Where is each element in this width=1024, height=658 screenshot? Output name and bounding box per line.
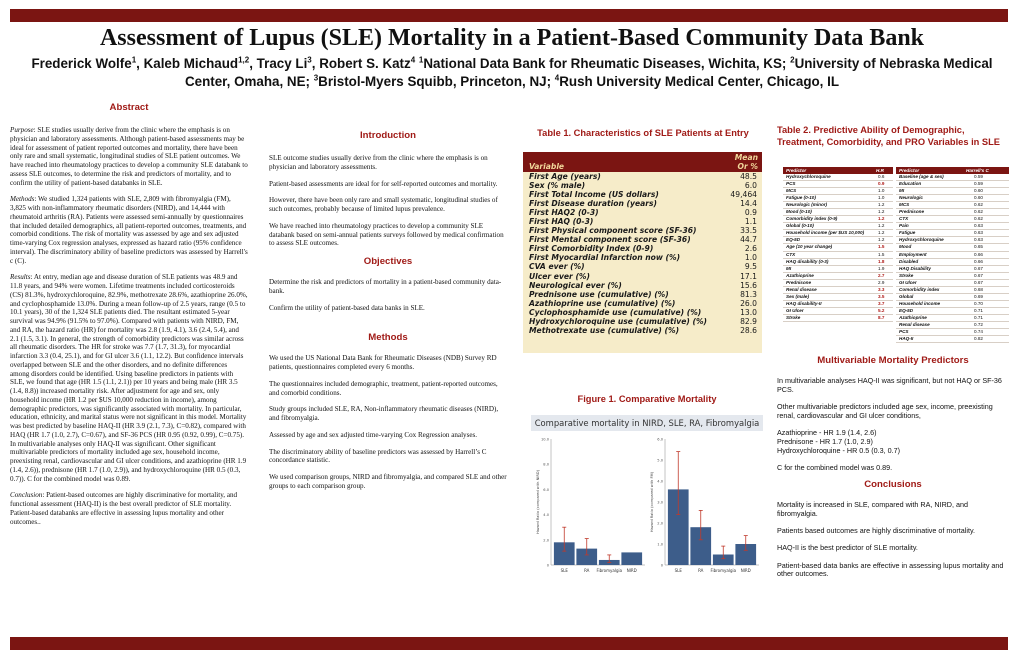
intro-paragraph: We have reached into rheumatology practices to develop a community SLE databank based on semi-annual patients surveys followed by medical confirmation to assess SLE outcomes.	[269, 221, 504, 248]
table-row	[896, 315, 1009, 322]
table2-hr-body	[783, 174, 893, 322]
multivariable-list	[777, 429, 1009, 455]
table-row	[896, 223, 1009, 230]
table1-variable: Hydroxychloroquine use (cumulative) (%)	[529, 316, 708, 326]
table2-hr	[783, 167, 893, 322]
methods-paragraph: The discriminatory ability of baseline predictors was assessed by Harrell’s C concordance statistic.	[269, 447, 487, 465]
multivariable-final: C for the combined model was 0.89.	[777, 463, 893, 473]
table1-variable: Methotrexate use (cumulative) (%)	[529, 325, 680, 335]
y-tick-label: 1.0	[657, 542, 663, 547]
table2-predictor: EQ-5D	[786, 237, 801, 243]
results-column	[777, 355, 1009, 588]
table2-predictor: MI	[786, 265, 792, 271]
table1-variable: First Physical component score (SF-36)	[529, 226, 697, 236]
table1-value: 15.6	[740, 280, 757, 290]
table1-value: 26.0	[740, 298, 757, 308]
table-row	[523, 308, 762, 317]
table2-value: 1.5	[878, 251, 885, 257]
table2-value: 0.63	[974, 230, 983, 236]
table2-value: 2.7	[878, 272, 885, 278]
table-row	[896, 287, 1009, 294]
table1-value: 82.9	[740, 316, 757, 326]
table-row	[783, 209, 893, 216]
y-tick-label: 6.0	[543, 487, 549, 492]
comparative-mortality-chart	[531, 415, 763, 583]
objective-paragraph: Determine the risk and predictors of mortality in a patient-based community data-bank.	[269, 278, 502, 295]
table-row	[896, 209, 1009, 216]
table1-characteristics	[523, 152, 762, 353]
table2-predictor: PCS	[899, 329, 909, 335]
table2-predictor: Comorbidity index	[899, 286, 940, 292]
y-axis-label: Hazard Ratio (compared with FM)	[650, 471, 654, 533]
table2-predictor: Azathioprine	[899, 314, 927, 320]
table-row	[896, 273, 1009, 280]
table-row	[523, 326, 762, 335]
table1-variable: First HAQ (0-3)	[529, 217, 594, 227]
table1-variable: Neurological ever (%)	[529, 280, 622, 290]
table-row	[896, 174, 1009, 181]
multivariable-paragraph: Other multivariable predictors included age sex, income, preexisting renal, cardiovascular and GI ulcer conditions,	[777, 402, 993, 420]
affiliation-1: $^1$National Data Bank for Rheumatic Diseases, Wichita, KS;	[418, 55, 787, 71]
table2-predictor: CTX	[786, 251, 796, 257]
abstract-body	[10, 126, 248, 526]
y-tick-label: 10.0	[540, 437, 549, 442]
table2-hr-header: Predictor H.R	[783, 167, 893, 174]
table-row	[896, 294, 1009, 301]
figure1-caption: Figure 1. Comparative Mortality	[577, 394, 717, 404]
table-row	[523, 290, 762, 299]
table-row	[783, 287, 893, 294]
table2-value: 0.6	[878, 174, 885, 179]
table2-predictor: Employment	[899, 251, 927, 257]
table-row	[523, 199, 762, 208]
table2-predictor: MCS	[786, 188, 797, 194]
table1-value: 49,464	[730, 190, 757, 200]
table-row	[523, 299, 762, 308]
table2-value: 8.7	[878, 314, 885, 320]
conclusion-paragraph: Patients based outcomes are highly discriminative of mortality.	[777, 525, 976, 535]
conclusions-body	[777, 501, 1009, 579]
table2-predictor: MCS	[899, 202, 910, 208]
table2-value: 0.63	[974, 223, 983, 229]
affiliation-3: $^3$Bristol-Myers Squibb, Princeton, NJ;	[313, 73, 552, 89]
list-item: Prednisone - HR 1.7 (1.0, 2.9)	[777, 436, 873, 446]
table2-value: 1.8	[878, 258, 885, 264]
table-row	[523, 181, 762, 190]
table2-value: 1.2	[878, 216, 885, 222]
table1-col-value: Mean Or %	[734, 153, 758, 171]
table1-value: 9.5	[744, 262, 757, 272]
table1-value: 6.0	[744, 181, 757, 191]
list-item: Hydroxychloroquine - HR 0.5 (0.3, 0.7)	[777, 445, 901, 455]
table1-value: 1.0	[744, 253, 757, 263]
multivariable-heading: Multivariable Mortality Predictors	[817, 355, 969, 366]
y-tick-label: 0	[546, 563, 549, 568]
y-tick-label: 0	[660, 563, 663, 568]
table-row	[523, 317, 762, 326]
table2-value: 1.0	[878, 195, 885, 201]
table2-predictor: HAQ disability-II	[786, 300, 822, 306]
table2-value: 0.70	[974, 300, 983, 306]
table2-value: 1.5	[878, 244, 885, 250]
table2-value: 0.62	[974, 202, 983, 208]
table2-value: 0.74	[974, 329, 983, 335]
table2-predictor: Renal disease	[786, 286, 817, 292]
table-row	[783, 259, 893, 266]
table-row	[783, 174, 893, 181]
intro-paragraph: Patient-based assessments are ideal for for self-reported outcomes and mortality.	[269, 179, 498, 188]
multivariable-body	[777, 377, 1009, 473]
table2-predictor: GI Ulcer	[786, 307, 804, 313]
figure1-panel	[531, 415, 763, 583]
table2-value: 0.60	[974, 188, 983, 194]
conclusions-heading: Conclusions	[864, 478, 922, 490]
objectives-heading: Objectives	[363, 256, 413, 267]
table-row	[523, 262, 762, 271]
methods-heading: Methods	[368, 332, 408, 344]
table-row	[783, 294, 893, 301]
table-row	[896, 329, 1009, 336]
table2-value: 0.67	[974, 279, 983, 285]
table-row	[523, 244, 762, 253]
table2-predictor: EQ-5D	[899, 307, 914, 313]
table-row	[783, 237, 893, 244]
table-row	[523, 272, 762, 281]
table-row	[523, 172, 762, 181]
table-row	[896, 308, 1009, 315]
table1-variable: First Age (years)	[529, 172, 601, 181]
table2-value: 0.59	[974, 174, 983, 179]
table1-value: 13.0	[740, 307, 757, 317]
table-row	[523, 208, 762, 217]
table-row	[523, 281, 762, 290]
table-row	[783, 223, 893, 230]
table1-value: 81.3	[740, 289, 757, 299]
table2-predictor: Prednisone	[786, 279, 812, 285]
table2-predictor: HAQ disability (0-3)	[786, 258, 829, 264]
table1-variable: Sex (% male)	[529, 181, 586, 191]
abstract-conclusion: Conclusion: Patient-based outcomes are highly discriminative for mortality, and functional assessment (HAQ-II) is the best overall predictor of SLE mortality. Patient-based databanks are effective in assessing lupus mortality and other outcomes..	[10, 491, 238, 526]
table2-value: 0.67	[974, 272, 983, 278]
table1-variable: CVA ever (%)	[529, 262, 585, 272]
table1-col-variable: Variable	[529, 162, 565, 171]
table2-predictor: Baseline (age & sex)	[899, 174, 944, 179]
table2-predictor: Age (10 year change)	[786, 244, 833, 250]
table2-value: 1.2	[878, 202, 885, 208]
y-tick-label: 5.0	[657, 458, 663, 463]
list-item: Azathioprine - HR 1.9 (1.4, 2.6)	[777, 428, 877, 438]
poster-title: Assessment of Lupus (SLE) Mortality in a Patient-Based Community Data Bank	[99, 25, 925, 51]
table2-predictor: Neurologic (minor)	[786, 202, 828, 208]
table1-variable: First HAQ2 (0-3)	[529, 208, 599, 218]
table2-predictor: Renal disease	[899, 321, 930, 327]
table-row	[783, 195, 893, 202]
x-tick-label: SLE	[674, 568, 682, 573]
table-row	[896, 259, 1009, 266]
x-tick-label: Fibromyalgia	[596, 568, 623, 573]
table1-value: 14.4	[740, 199, 757, 209]
table1-body	[523, 172, 762, 335]
table1-value: 44.7	[740, 235, 757, 245]
table2-caption: Table 2. Predictive Ability of Demographic, Treatment, Comorbidity, and PRO Variables in SLE	[777, 125, 1001, 147]
conclusion-paragraph: HAQ-II is the best predictor of SLE mortality.	[777, 543, 918, 553]
y-tick-label: 2.0	[657, 521, 663, 526]
table1-variable: Cyclophosphamide use (cumulative) (%)	[529, 307, 702, 317]
chart-title: Comparative mortality in NIRD, SLE, RA, Fibromyalgia	[534, 418, 760, 428]
table2-value: 3.7	[878, 300, 885, 306]
table2-predictor: Neurologic	[899, 195, 923, 201]
table-row	[783, 252, 893, 259]
table2-value: 2.9	[878, 279, 885, 285]
table-row	[783, 181, 893, 188]
table-row	[896, 202, 1009, 209]
table2-value: 0.65	[974, 244, 983, 250]
table2-predictor: Global (0-10)	[786, 223, 814, 229]
table2-harrell-header: Predictor Harrell's C	[896, 167, 1009, 174]
table2-predictor: Education	[899, 181, 922, 187]
intro-paragraph: However, there have been only rare and small systematic, longitudinal studies of such outcomes, probably because of limited lupus prevalence.	[269, 196, 498, 213]
conclusion-paragraph: Mortality is increased in SLE, compared with RA, NIRD, and fibromyalgia.	[777, 499, 968, 518]
y-tick-label: 6.0	[657, 437, 663, 442]
table2-predictor: GI Ulcer	[899, 279, 917, 285]
x-tick-label: RA	[698, 568, 704, 573]
table2-predictor: Prednisone	[899, 209, 925, 215]
table-row	[783, 308, 893, 315]
table2-harrell-body	[896, 174, 1009, 343]
table-row	[783, 230, 893, 237]
table2-value: 0.71	[974, 307, 983, 313]
table1-variable: Azathioprine use (cumulative) (%)	[529, 298, 676, 308]
table2-predictor: Mood (0-10)	[786, 209, 812, 215]
table2-predictor: Sex (male)	[786, 293, 809, 299]
table2-predictor: Household income	[899, 300, 941, 306]
table2-predictor: Stroke	[899, 272, 914, 278]
conclusion-paragraph: Patient-based data banks are effective in assessing lupus mortality and other outcomes.	[777, 560, 1004, 579]
table-row	[523, 253, 762, 262]
table1-value: 1.1	[744, 217, 757, 227]
table2-harrell	[896, 167, 1009, 343]
table-row	[896, 266, 1009, 273]
multivariable-paragraph: In multivariable analyses HAQ-II was significant, but not HAQ or SF-36 PCS.	[777, 376, 1002, 394]
table-row	[783, 188, 893, 195]
abstract-methods: Methods: We studied 1,324 patients with SLE, 2,809 with fibromyalgia (FM), 3,825 with non-inflammatory rheumatic disorders (NIRD), and 14,444 with rheumatoid arthritis (RA). Patients were assessed semi-annually by questionnaires that included detailed demographics, all patient-reported outcomes, treatments, and comorbid conditions. The risk of mortality was assessed by age and sex adjusted time-varying Cox regression analyses, expressed as hazard ratio (95% confidence interval). The discriminatory ability of baseline predictors was assessed by Harrell's c (C).	[10, 195, 248, 265]
table-row	[896, 195, 1009, 202]
table2-value: 0.69	[974, 293, 983, 299]
table2-predictor: MI	[899, 188, 905, 194]
table2-value: 1.2	[878, 237, 885, 243]
intro-paragraph: SLE outcome studies usually derive from the clinic where the emphasis is on physician and laboratory assessments.	[269, 154, 488, 171]
table1-value: 28.6	[740, 325, 757, 335]
table2-predictor: Household income (per $US 10,000)	[786, 230, 865, 236]
y-tick-label: 8.0	[543, 462, 549, 467]
table-row	[783, 273, 893, 280]
table1-value: 2.6	[744, 244, 757, 254]
table2-predictor: Fatigue	[899, 230, 916, 236]
table2-predictor: Fatigue (0-10)	[786, 195, 816, 201]
table-row	[896, 181, 1009, 188]
table1-variable: First Total Income (US dollars)	[529, 190, 659, 200]
table-row	[896, 252, 1009, 259]
table2-value: 0.67	[974, 265, 983, 271]
table1-caption: Table 1. Characteristics of SLE Patients at Entry	[537, 128, 749, 138]
table-row	[523, 190, 762, 199]
table2-value: 3.3	[878, 286, 885, 292]
table-row	[896, 230, 1009, 237]
objectives-body	[269, 278, 507, 312]
table1-variable: First Comorbidity Index (0-9)	[529, 244, 654, 254]
introduction-body	[269, 154, 507, 248]
table2-predictor: Azathioprine	[786, 272, 814, 278]
table2-value: 0.72	[974, 321, 983, 327]
methods-body	[269, 354, 507, 490]
table2-value: 1.0	[878, 188, 885, 194]
table-row	[783, 244, 893, 251]
table-row	[896, 336, 1009, 343]
x-tick-label: RA	[584, 568, 590, 573]
table2-value: 3.5	[878, 293, 885, 299]
table1-variable: Ulcer ever (%)	[529, 271, 590, 281]
methods-paragraph: Assessed by age and sex adjusted time-varying Cox Regression analyses.	[269, 430, 478, 439]
bottom-banner-bar	[10, 637, 1008, 650]
table-row	[783, 280, 893, 287]
affiliation-2: $^2$University of Nebraska Medical Center, Omaha, NE;	[184, 55, 993, 89]
table1-value: 48.5	[740, 172, 757, 181]
table-row	[896, 244, 1009, 251]
table2-predictor: Pain	[899, 223, 909, 229]
top-banner-bar	[10, 9, 1008, 22]
affiliation-4: $^4$Rush University Medical Center, Chicago, IL	[554, 73, 840, 89]
abstract-purpose: Purpose: SLE studies usually derive from the clinic where the emphasis is on physician and laboratory assessments. Although patient-based assessments may be ideal for assessment of patient reported outcomes and mortality, there have been only rare and small systematic, longitudinal studies of SLE patient outcomes. We have reached into rheumatology practices to develop a community SLE databank to assess SLE outcomes, to determine the risk and predictors of mortality, and to confirm the utility of patient-based databanks in SLE.	[10, 126, 248, 187]
table2-predictor: Mood	[899, 244, 912, 250]
table2-predictor: PCS	[786, 181, 796, 187]
table2-value: 0.9	[878, 181, 885, 187]
table2-predictor: Disabled	[899, 258, 919, 264]
table-row	[523, 235, 762, 244]
table1-variable: First Mental component score (SF-36)	[529, 235, 691, 245]
table-row	[783, 266, 893, 273]
abstract-column	[10, 102, 248, 534]
author-3: Tracy Li$^3$,	[256, 55, 320, 71]
y-tick-label: 2.0	[543, 538, 549, 543]
table2-predictor: HAQ-II	[899, 336, 914, 342]
table1-value: 0.9	[744, 208, 757, 218]
table2-value: 0.82	[974, 336, 983, 342]
abstract-results: Results: At entry, median age and disease duration of SLE patients was 48.9 and 11.8 years, and 94% were women. Lifetime treatments included corticosteroids (CS) 81.3%, hydroxychloroquine, 82.9%, methotrexate 28.6%, azathioprine 26.0%, and cyclophosphamide 13.0%. During a mean follow-up of 2.5 years, range (0.5 to 10.1 years), 30 of the 1,324 SLE patients died. The resultant estimated 5-year survival was 94.9% (91.5% to 97.0%). Compared with patients with NIRD, FM, and RA, the hazard ratio (HR) for mortality was 2.8 (1.9, 4.1), 3.6 (2.4, 5.4), and 2.1 (1.5, 3.1). In general, the strength of comorbidity predictors was similar across all rheumatic disorders. The HR for stroke was 7.7 (1.7, 31.3), for myocardial infarction 3.3 (0.4, 25.1), and for GI ulcer 3.6 (1.1, 12.2). But confidence intervals overlapped between SLE and the other disorders, and no definite differences among disorders could be identified. Using baseline predictors in patients with SLE, we found that age (HR 1.5 (1.1, 2.1)) per 10 years and being male (HR 3.5 (1.4, 8.8)) increased mortality risk. After adjustment for age and sex, only household income (HR 1.2 per $US 10,000 reduction in income), among demographic predictors, was significantly associated with mortality. In particular, education, ethnicity, and marital status were not significant in this model. Mortality was best predicted by baseline HAQ-II (HR 3.9 (2.1, 7.3), C=0.82), compared with HAQ (HR 1.7 (1.0, 2.7), C=0.67), and SF-36 PCS (HR 0.95 (0.92, 0.99), C=0.75). In multivariable analyses only HAQ-II was significant. Other significant multivariable predictors of mortality included age sex, household income, preexisting renal, cardiovascular and GI ulcer conditions, and azathioprine (HR 1.9 (1.4, 2.6)), prednisone (HR 1.7 (1.0, 2.9)), and hydroxychloroquine (HR 0.5 (0.3, 0.7)). C for the combined model was 0.89.	[10, 273, 248, 483]
table2-predictor: HAQ Disability	[899, 265, 931, 271]
table2-predictor: Hydroxychloroquine	[899, 237, 944, 243]
table1-header	[523, 152, 762, 172]
table-row	[896, 237, 1009, 244]
author-4: Robert S. Katz$^4$	[319, 55, 416, 71]
table2-value: 0.66	[974, 251, 983, 257]
table2-value: 1.9	[878, 265, 885, 271]
table1-variable: First Disease duration (years)	[529, 199, 657, 209]
table2-predictor: Global	[899, 293, 914, 299]
table2-predictor: Comorbidity index (0-9)	[786, 216, 838, 222]
table-row	[783, 315, 893, 322]
table2-value: 1.2	[878, 209, 885, 215]
table-row	[783, 301, 893, 308]
table2-value: 0.62	[974, 209, 983, 215]
author-1: Frederick Wolfe$^1$,	[31, 55, 144, 71]
table-row	[783, 202, 893, 209]
table1-value: 17.1	[740, 271, 757, 281]
methods-paragraph: Study groups included SLE, RA, Non-inflammatory rheumatic diseases (NIRD), and fibromyalgia.	[269, 405, 499, 422]
objective-paragraph: Confirm the utility of patient-based data banks in SLE.	[269, 303, 425, 312]
intro-column	[269, 130, 507, 499]
x-tick-label: NIRD	[740, 568, 751, 573]
x-tick-label: Fibromyalgia	[710, 568, 737, 573]
introduction-heading: Introduction	[360, 130, 416, 141]
y-axis-label: Hazard Ratio (compared with NIRD)	[536, 470, 540, 534]
table-row	[523, 217, 762, 226]
table-row	[523, 226, 762, 235]
table2-value: 0.71	[974, 314, 983, 320]
y-tick-label: 4.0	[543, 513, 549, 518]
table2-predictor: Stroke	[786, 314, 801, 320]
table2-value: 0.63	[974, 237, 983, 243]
table2-value: 0.66	[974, 258, 983, 264]
methods-paragraph: We used the US National Data Bank for Rheumatic Diseases (NDB) Survey RD patients, questionnaires completed every 6 months.	[269, 354, 497, 371]
table2-value: 0.59	[974, 181, 983, 187]
table2-value: 0.62	[974, 216, 983, 222]
table2-predictor: CTX	[899, 216, 909, 222]
author-line	[14, 55, 1010, 91]
methods-paragraph: We used comparison groups, NIRD and fibromyalgia, and compared SLE and other groups to each comparison group.	[269, 473, 507, 490]
table-row	[896, 301, 1009, 308]
author-2: Kaleb Michaud$^{1,2}$,	[143, 55, 257, 71]
table1-variable: First Myocardial Infarction now (%)	[529, 253, 681, 263]
table-row	[783, 216, 893, 223]
table2-value: 1.2	[878, 230, 885, 236]
y-tick-label: 4.0	[657, 479, 663, 484]
table-row	[896, 216, 1009, 223]
table2-value: 1.2	[878, 223, 885, 229]
table1-variable: Prednisone use (cumulative) (%)	[529, 289, 669, 299]
table1-value: 33.5	[740, 226, 757, 236]
x-tick-label: SLE	[560, 568, 568, 573]
methods-paragraph: The questionnaires included demographic, treatment, patient-reported outcomes, and comorbid conditions.	[269, 379, 498, 397]
table-row	[896, 322, 1009, 329]
bar	[621, 552, 642, 565]
table2-predictor: Hydroxychloroquine	[786, 174, 831, 179]
table-row	[896, 280, 1009, 287]
abstract-heading: Abstract	[109, 102, 149, 113]
table2-value: 0.60	[974, 195, 983, 201]
table2-value: 0.68	[974, 286, 983, 292]
table-row	[896, 188, 1009, 195]
y-tick-label: 3.0	[657, 500, 663, 505]
x-tick-label: NIRD	[626, 568, 637, 573]
table2-value: 5.2	[878, 307, 885, 313]
